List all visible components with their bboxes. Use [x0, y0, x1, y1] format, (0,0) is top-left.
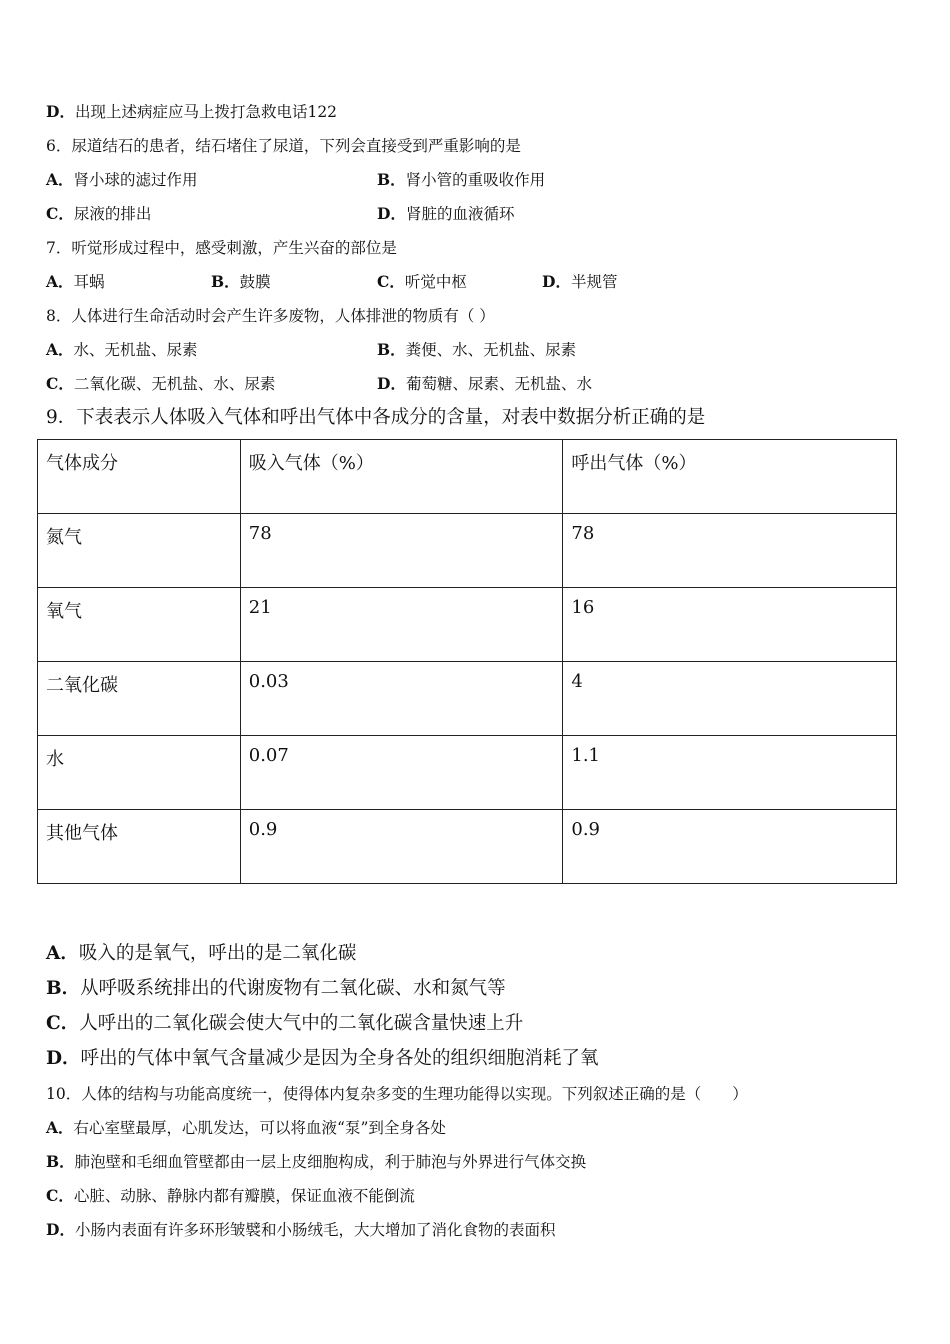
option-letter: D．: [46, 1220, 75, 1239]
option-text: 人呼出的二氧化碳会使大气中的二氧化碳含量快速上升: [79, 1013, 524, 1034]
table-cell: 0.07: [240, 736, 563, 810]
q8-option-d: [377, 374, 592, 394]
q8-stem: 8．人体进行生命活动时会产生许多废物，人体排泄的物质有（ ）: [46, 307, 495, 325]
table-cell: 78: [240, 514, 563, 588]
option-letter: B．: [211, 272, 240, 291]
table-cell: 78: [563, 514, 897, 588]
option-letter: D．: [46, 1048, 81, 1069]
q9-stem: 9．下表表示人体吸入气体和呼出气体中各成分的含量，对表中数据分析正确的是: [46, 407, 706, 428]
table-cell: 水: [38, 736, 241, 810]
table-cell: 16: [563, 588, 897, 662]
table-cell: 1.1: [563, 736, 897, 810]
table-row: [38, 662, 897, 736]
option-letter: B．: [377, 170, 406, 189]
option-text: 耳蜗: [73, 273, 105, 291]
option-text: 半规管: [570, 273, 618, 291]
option-letter: C．: [377, 272, 405, 291]
gas-composition-table: [37, 439, 897, 884]
table-cell: 0.9: [240, 810, 563, 884]
table-cell: 0.03: [240, 662, 563, 736]
option-text: 肾小球的滤过作用: [73, 171, 198, 189]
option-text: 鼓膜: [239, 273, 271, 291]
option-text: 肺泡壁和毛细血管壁都由一层上皮细胞构成，利于肺泡与外界进行气体交换: [74, 1153, 587, 1171]
q7-option-d: [542, 272, 617, 292]
option-text: 葡萄糖、尿素、无机盐、水: [405, 375, 592, 393]
option-letter: A．: [46, 943, 79, 964]
q6-option-a: [46, 170, 198, 190]
table-cell: 二氧化碳: [38, 662, 241, 736]
q10-option-d: [46, 1220, 555, 1240]
option-text: 从呼吸系统排出的代谢废物有二氧化碳、水和氮气等: [80, 978, 506, 999]
header-cell: 吸入气体（%）: [240, 440, 563, 514]
table-row: [38, 736, 897, 810]
option-letter: B．: [46, 978, 81, 999]
table-header-row: [38, 440, 897, 514]
q10-stem: 10．人体的结构与功能高度统一，使得体内复杂多变的生理功能得以实现。下列叙述正确的是（ ）: [46, 1085, 748, 1103]
table-row: [38, 588, 897, 662]
option-letter: A．: [46, 272, 74, 291]
q7-option-b: [211, 272, 271, 292]
option-letter: A．: [46, 340, 74, 359]
option-text: 小肠内表面有许多环形皱襞和小肠绒毛，大大增加了消化食物的表面积: [74, 1221, 556, 1239]
option-letter: B．: [46, 1152, 75, 1171]
q9-option-c: [46, 1012, 523, 1036]
q10-option-a: [46, 1118, 446, 1138]
option-text: 呼出的气体中氧气含量减少是因为全身各处的组织细胞消耗了氧: [80, 1048, 599, 1069]
q8-option-c: [46, 374, 275, 394]
option-letter: A．: [46, 1118, 74, 1137]
option-text: 吸入的是氧气，呼出的是二氧化碳: [78, 943, 357, 964]
option-text: 听觉中枢: [404, 273, 467, 291]
option-text: 二氧化碳、无机盐、水、尿素: [73, 375, 276, 393]
option-text: 肾小管的重吸收作用: [405, 171, 546, 189]
table-cell: 21: [240, 588, 563, 662]
table-cell: 其他气体: [38, 810, 241, 884]
table-row: [38, 514, 897, 588]
q8-option-a: [46, 340, 198, 360]
option-letter: D．: [542, 272, 571, 291]
header-cell: 呼出气体（%）: [563, 440, 897, 514]
option-letter: A．: [46, 170, 74, 189]
q10-option-b: [46, 1152, 586, 1172]
table-cell: 氧气: [38, 588, 241, 662]
table-cell: 0.9: [563, 810, 897, 884]
option-letter: C．: [46, 1186, 74, 1205]
q9-option-d: [46, 1047, 599, 1071]
option-letter: C．: [46, 374, 74, 393]
q7-stem: 7．听觉形成过程中，感受刺激，产生兴奋的部位是: [46, 239, 397, 257]
q5-option-d: [46, 102, 337, 122]
q10-option-c: [46, 1186, 415, 1206]
header-cell: 气体成分: [38, 440, 241, 514]
table-cell: 4: [563, 662, 897, 736]
q9-option-a: [46, 942, 356, 966]
q9-option-b: [46, 977, 506, 1001]
option-letter: D．: [46, 102, 75, 121]
option-text: 右心室壁最厚，心肌发达，可以将血液“泵”到全身各处: [73, 1119, 446, 1137]
option-text: 粪便、水、无机盐、尿素: [405, 341, 577, 359]
option-letter: C．: [46, 1013, 80, 1034]
q6-option-c: [46, 204, 151, 224]
q7-option-c: [377, 272, 467, 292]
option-text: 水、无机盐、尿素: [73, 341, 198, 359]
option-letter: D．: [377, 204, 406, 223]
table-row: [38, 810, 897, 884]
q6-option-d: [377, 204, 514, 224]
option-text: 肾脏的血液循环: [405, 205, 515, 223]
option-text: 出现上述病症应马上拨打急救电话122: [74, 103, 338, 121]
option-letter: C．: [46, 204, 74, 223]
q7-option-a: [46, 272, 105, 292]
option-text: 尿液的排出: [73, 205, 152, 223]
q8-option-b: [377, 340, 576, 360]
q6-stem: 6．尿道结石的患者，结石堵住了尿道，下列会直接受到严重影响的是: [46, 137, 521, 155]
option-letter: D．: [377, 374, 406, 393]
option-letter: B．: [377, 340, 406, 359]
table-cell: 氮气: [38, 514, 241, 588]
q6-option-b: [377, 170, 545, 190]
option-text: 心脏、动脉、静脉内都有瓣膜，保证血液不能倒流: [73, 1187, 415, 1205]
